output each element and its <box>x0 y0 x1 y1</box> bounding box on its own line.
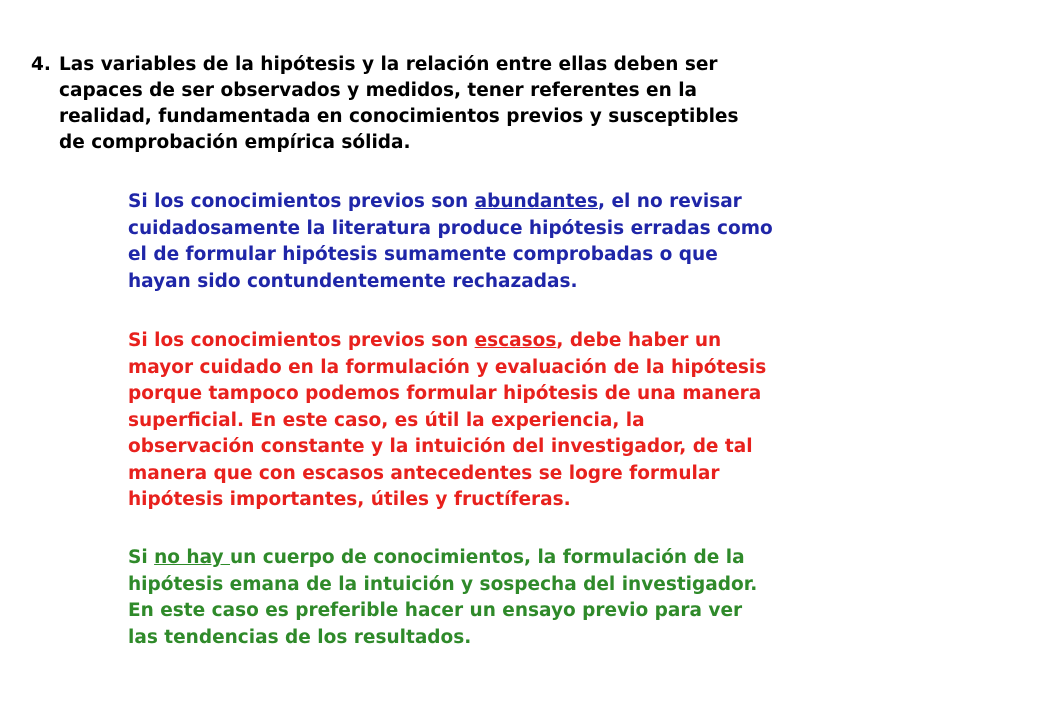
red-line-1-pre: Si los conocimientos previos son <box>128 330 475 351</box>
green-line-2: hipótesis emana de la intuición y sospecha del investigador. <box>128 573 758 595</box>
item-number: 4. <box>31 54 51 75</box>
green-line-3: En este caso es preferible hacer un ensayo previo para ver <box>128 600 743 621</box>
green-line-1-pre: Si <box>128 547 155 568</box>
abundant-knowledge-paragraph <box>128 189 888 295</box>
abundantes-keyword: abundantes <box>474 191 598 212</box>
hypothesis-variables-item <box>31 52 831 156</box>
red-line-5: observación constante y la intuición del investigador, de tal <box>128 436 753 457</box>
no-hay-keyword: no hay <box>154 547 231 568</box>
blue-line-4: hayan sido contundentemente rechazadas. <box>128 270 578 292</box>
red-line-2: mayor cuidado en la formulación y evaluación de la hipótesis <box>128 356 767 378</box>
green-line-4: las tendencias de los resultados. <box>128 626 472 648</box>
escasos-keyword: escasos <box>474 330 557 351</box>
blue-line-1-post: , el no revisar <box>598 191 742 212</box>
red-line-4: superficial. En este caso, es útil la experiencia, la <box>128 409 645 431</box>
item-line-2: capaces de ser observados y medidos, tener referentes en la <box>59 80 698 101</box>
blue-line-1-pre: Si los conocimientos previos son <box>128 191 475 212</box>
no-knowledge-paragraph <box>128 545 888 651</box>
green-line-1-post: un cuerpo de conocimientos, la formulación de la <box>230 547 745 568</box>
blue-line-2: cuidadosamente la literatura produce hipótesis erradas como <box>128 217 773 239</box>
item-line-3: realidad, fundamentada en conocimientos previos y susceptibles <box>59 106 739 127</box>
item-line-4: de comprobación empírica sólida. <box>59 132 411 153</box>
item-line-1: Las variables de la hipótesis y la relación entre ellas deben ser <box>59 54 718 75</box>
red-line-3: porque tampoco podemos formular hipótesis de una manera <box>128 383 762 404</box>
scarce-knowledge-paragraph <box>128 328 888 514</box>
red-line-7: hipótesis importantes, útiles y fructíferas. <box>128 489 571 510</box>
blue-line-3: el de formular hipótesis sumamente comprobadas o que <box>128 244 718 265</box>
red-line-1-post: , debe haber un <box>556 330 722 351</box>
red-line-6: manera que con escasos antecedentes se logre formular <box>128 462 720 484</box>
